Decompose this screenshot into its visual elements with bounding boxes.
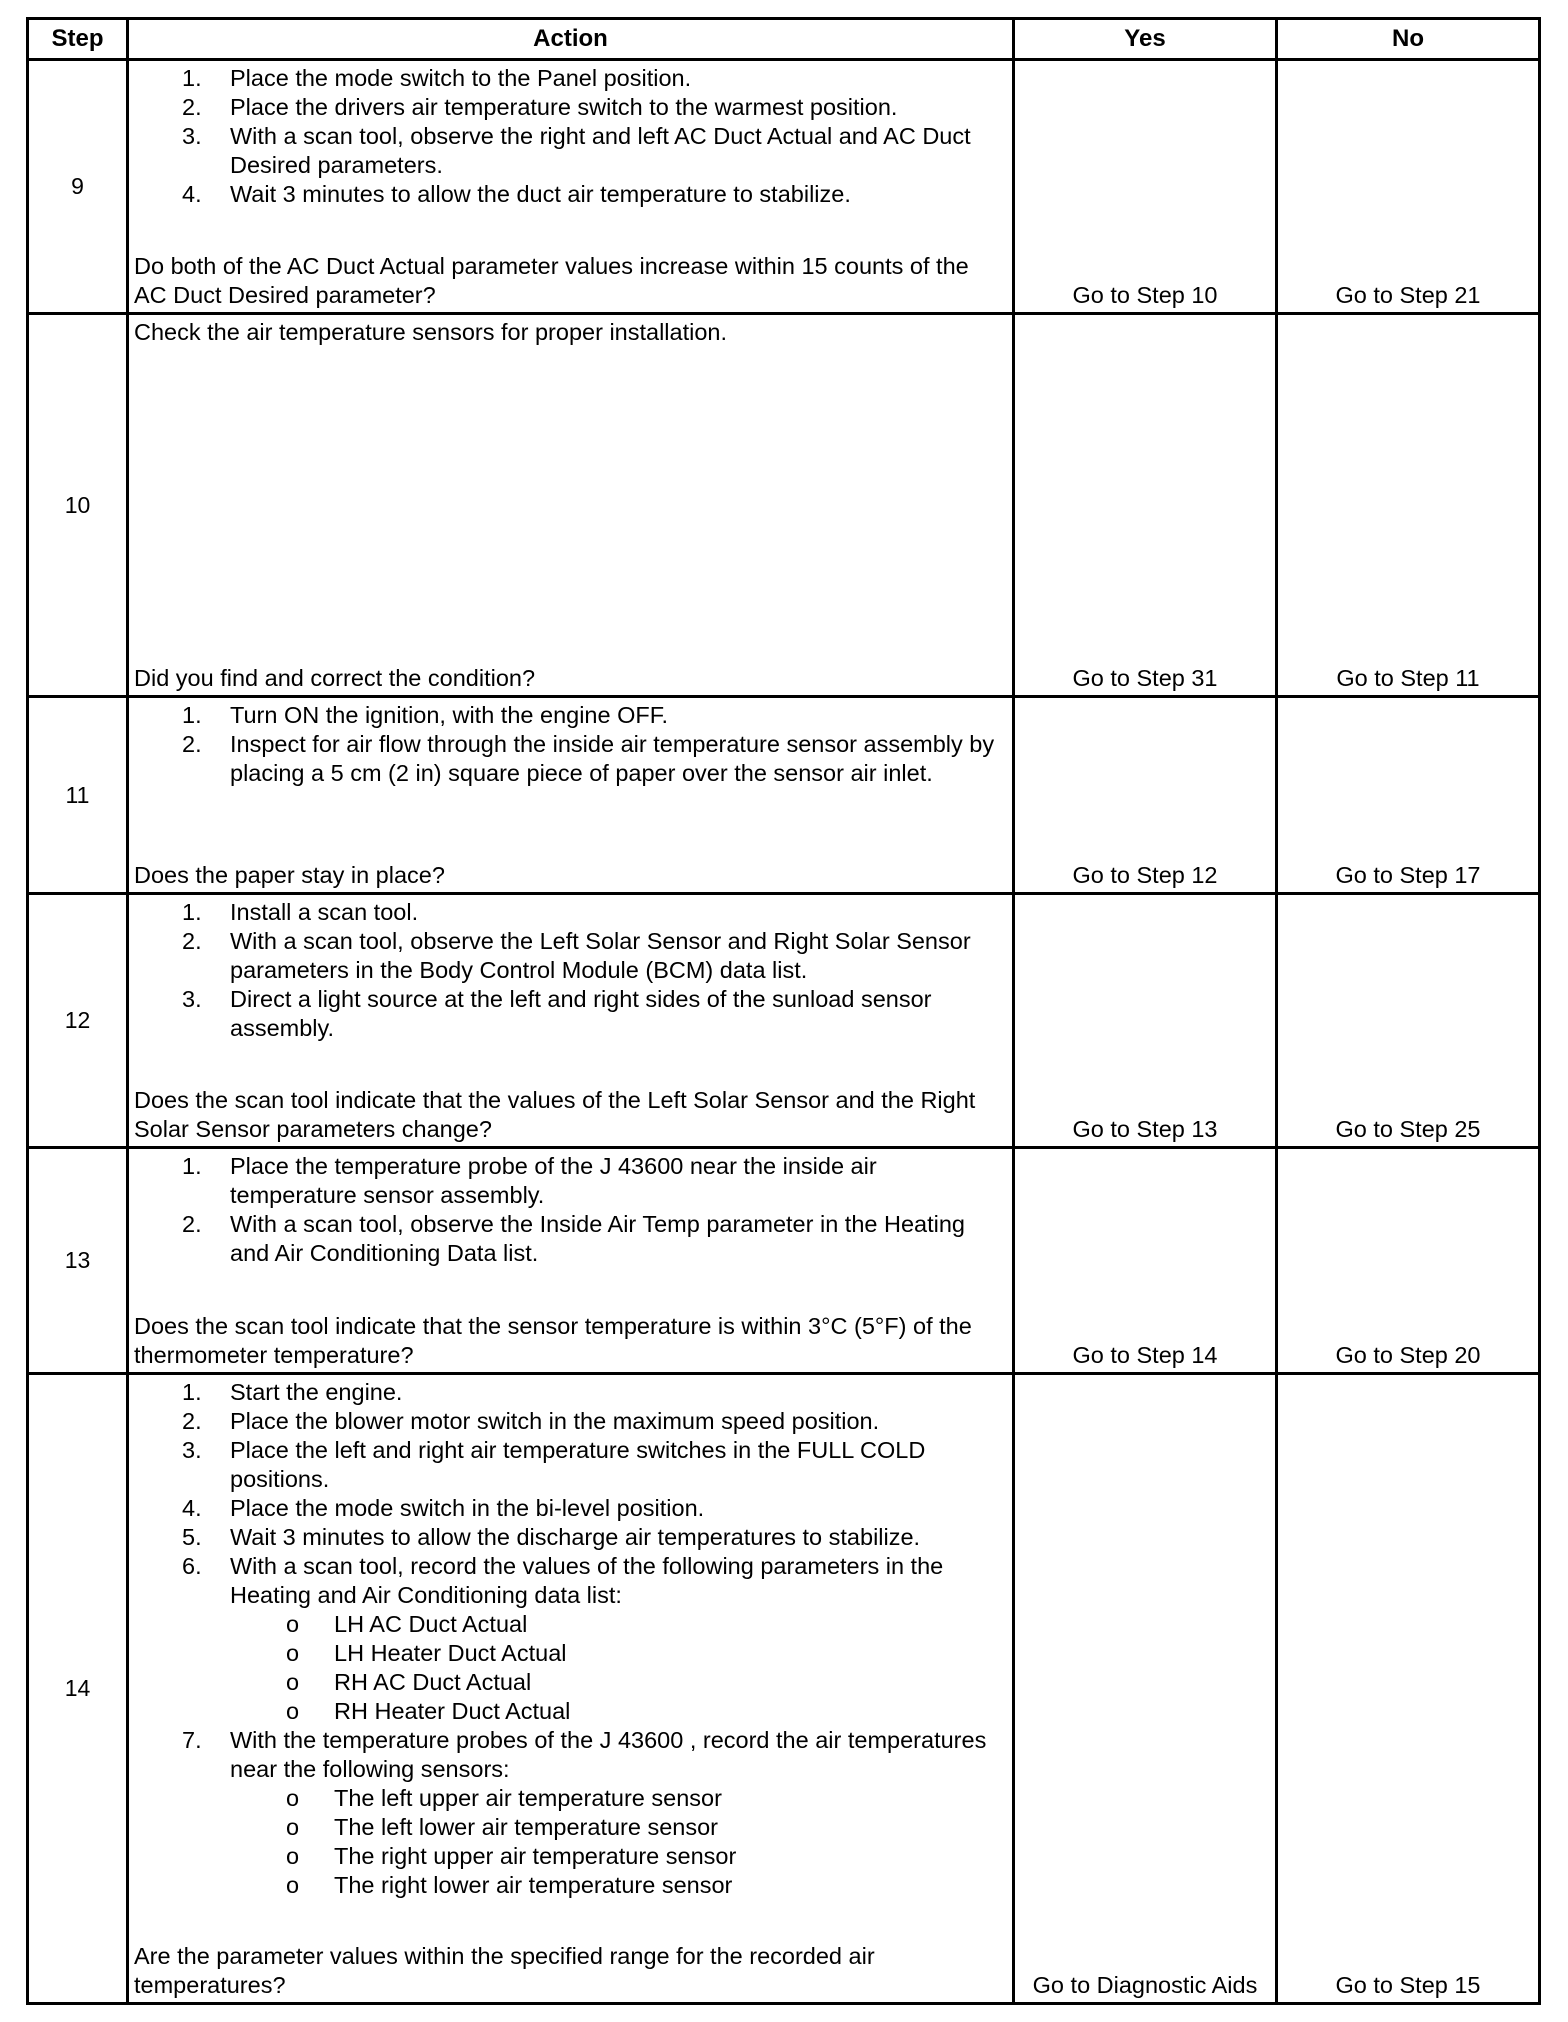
list-item: 1. Install a scan tool. (182, 899, 419, 925)
yes-outcome: Go to Step 12 (1014, 697, 1277, 894)
list-item: 3. Place the left and right air temperature switches in the FULL COLD positions. (182, 1437, 926, 1492)
step-number: 10 (28, 314, 128, 697)
list-item: 6. With a scan tool, record the values of the following parameters in the Heating and Air Conditioning data list: o LH AC Duct Actual o LH Heater Duct Actual o RH AC Duct Actual o RH Heater Duct Actual (134, 1552, 1006, 1726)
step-number: 13 (28, 1148, 128, 1374)
action-cell (128, 314, 1014, 697)
action-cell (128, 1148, 1014, 1374)
list-item: 4. Wait 3 minutes to allow the duct air temperature to stabilize. (182, 181, 851, 207)
no-outcome: Go to Step 20 (1277, 1148, 1540, 1374)
sub-list-item: o RH Heater Duct Actual (286, 1698, 571, 1724)
no-outcome: Go to Step 17 (1277, 697, 1540, 894)
yes-outcome: Go to Diagnostic Aids (1014, 1374, 1277, 2004)
sub-list-item: o The left upper air temperature sensor (286, 1785, 722, 1811)
list-item: 2. With a scan tool, observe the Left Solar Sensor and Right Solar Sensor parameters in the Body Control Module (BCM) data list. (182, 928, 971, 983)
yes-outcome: Go to Step 10 (1014, 60, 1277, 314)
step-question: Does the paper stay in place? (134, 862, 445, 888)
list-item: 2. Inspect for air flow through the inside air temperature sensor assembly by placing a 5 cm (2 in) square piece of paper over the sensor air inlet. (182, 731, 995, 786)
list-item: 1. Place the temperature probe of the J 43600 near the inside air temperature sensor assembly. (182, 1153, 877, 1208)
no-outcome: Go to Step 11 (1277, 314, 1540, 697)
yes-outcome: Go to Step 13 (1014, 894, 1277, 1148)
list-item: 3. With a scan tool, observe the right and left AC Duct Actual and AC Duct Desired parameters. (182, 123, 971, 178)
no-outcome: Go to Step 25 (1277, 894, 1540, 1148)
list-item: 2. Place the blower motor switch in the maximum speed position. (182, 1408, 880, 1434)
list-item: 1. Place the mode switch to the Panel position. (182, 65, 692, 91)
step-number: 11 (28, 697, 128, 894)
table-row (28, 894, 1540, 1148)
table-row (28, 1374, 1540, 2004)
list-item: 5. Wait 3 minutes to allow the discharge air temperatures to stabilize. (182, 1524, 921, 1550)
list-item: 4. Place the mode switch in the bi-level position. (182, 1495, 705, 1521)
header-no: No (1277, 19, 1540, 60)
action-cell (128, 60, 1014, 314)
step-question: Did you find and correct the condition? (134, 665, 536, 691)
sub-list-item: o The right lower air temperature sensor (286, 1872, 733, 1898)
header-step: Step (28, 19, 128, 60)
table-row (28, 1148, 1540, 1374)
no-outcome: Go to Step 21 (1277, 60, 1540, 314)
list-item: 3. Direct a light source at the left and right sides of the sunload sensor assembly. (182, 986, 932, 1041)
sub-list-item: o The left lower air temperature sensor (286, 1814, 718, 1840)
sub-list-item: o RH AC Duct Actual (286, 1669, 532, 1695)
no-outcome: Go to Step 15 (1277, 1374, 1540, 2004)
diagnostic-steps-table (26, 17, 1541, 2005)
action-cell (128, 697, 1014, 894)
header-action: Action (128, 19, 1014, 60)
sub-list-item: o LH AC Duct Actual (286, 1611, 528, 1637)
list-item: 2. Place the drivers air temperature switch to the warmest position. (182, 94, 898, 120)
step-question: Does the scan tool indicate that the sensor temperature is within 3°C (5°F) of the thermometer temperature? (134, 1313, 972, 1368)
step-instruction: Check the air temperature sensors for proper installation. (134, 319, 728, 345)
step-number: 12 (28, 894, 128, 1148)
step-number: 14 (28, 1374, 128, 2004)
sub-list-item: o LH Heater Duct Actual (286, 1640, 567, 1666)
table-row (28, 314, 1540, 697)
list-item: 2. With a scan tool, observe the Inside Air Temp parameter in the Heating and Air Conditioning Data list. (182, 1211, 965, 1266)
step-number: 9 (28, 60, 128, 314)
list-item: 1. Start the engine. (182, 1379, 403, 1405)
yes-outcome: Go to Step 14 (1014, 1148, 1277, 1374)
header-row (28, 19, 1540, 60)
action-cell (128, 894, 1014, 1148)
step-question: Are the parameter values within the specified range for the recorded air temperatures? (134, 1943, 875, 1998)
yes-outcome: Go to Step 31 (1014, 314, 1277, 697)
list-item: 7. With the temperature probes of the J 43600 , record the air temperatures near the following sensors: o The left upper air temperature sensor o The left lower air temperature sensor o The right upper air temperature sensor o The right lower air temperature sensor (134, 1726, 1006, 1900)
table-row (28, 60, 1540, 314)
step-question: Do both of the AC Duct Actual parameter values increase within 15 counts of the AC Duct Desired parameter? (134, 253, 969, 308)
sub-list-item: o The right upper air temperature sensor (286, 1843, 737, 1869)
step-question: Does the scan tool indicate that the values of the Left Solar Sensor and the Right Solar Sensor parameters change? (134, 1087, 976, 1142)
header-yes: Yes (1014, 19, 1277, 60)
table-row (28, 697, 1540, 894)
list-item: 1. Turn ON the ignition, with the engine OFF. (182, 702, 669, 728)
action-cell (128, 1374, 1014, 2004)
